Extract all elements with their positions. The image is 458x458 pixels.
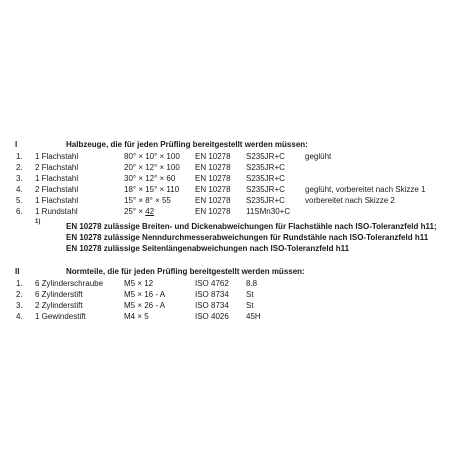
row-norm: EN 10278 <box>195 196 231 205</box>
row-number: 3. <box>16 301 23 310</box>
row-material: S235JR+C <box>246 196 285 205</box>
row-item: 2 Zylinderstift <box>35 301 83 310</box>
row-dimension: 20° × 12° × 100 <box>124 163 180 172</box>
row-number: 2. <box>16 290 23 299</box>
section-2-heading: Normteile, die für jeden Prüfling bereitgestellt werden müssen: <box>66 267 305 276</box>
row-item: 1 Rundstahl <box>35 207 78 216</box>
row-number: 3. <box>16 174 23 183</box>
row-note: geglüht <box>305 152 332 161</box>
row-norm: EN 10278 <box>195 207 231 216</box>
section-1-heading: Halbzeuge, die für jeden Prüfling bereitgestellt werden müssen: <box>66 140 308 149</box>
row-number: 4. <box>16 185 23 194</box>
row-norm: EN 10278 <box>195 174 231 183</box>
footnote-line: EN 10278 zulässige Breiten- und Dickenabweichungen für Flachstähle nach ISO-Toleranzfeld h11; <box>66 222 437 231</box>
row-material: S235JR+C <box>246 152 285 161</box>
row-dimension: M5 × 16 - A <box>124 290 166 299</box>
row-item: 2 Flachstahl <box>35 185 79 194</box>
row-material: 45H <box>246 312 261 321</box>
section-2-numeral: II <box>15 267 20 276</box>
row-dimension: 18° × 15° × 110 <box>124 185 180 194</box>
row-dimension <box>124 207 154 217</box>
footnote-line: EN 10278 zulässige Nenndurchmesserabweichungen für Rundstähle nach ISO-Toleranzfeld h11 <box>66 233 429 242</box>
row-dimension: M4 × 5 <box>124 312 149 321</box>
row-number: 1. <box>16 152 23 161</box>
row-norm: ISO 8734 <box>195 301 229 310</box>
row-dimension-prefix: 25° × <box>124 207 146 216</box>
row-number: 2. <box>16 163 23 172</box>
row-material: 11SMn30+C <box>246 207 291 216</box>
row-item: 1 Flachstahl <box>35 196 79 205</box>
row-item: 6 Zylinderschraube <box>35 279 104 288</box>
row-norm: ISO 4762 <box>195 279 229 288</box>
row-item: 1 Flachstahl <box>35 174 79 183</box>
footnote-line: EN 10278 zulässige Seitenlängenabweichungen nach ISO-Toleranzfeld h11 <box>66 244 350 253</box>
row-material: S235JR+C <box>246 185 285 194</box>
row-number: 6. <box>16 207 23 216</box>
row-dimension: 80° × 10° × 100 <box>124 152 180 161</box>
row-dimension-underlined: 42 <box>145 207 155 216</box>
row-dimension: M5 × 26 - A <box>124 301 166 310</box>
row-item: 2 Flachstahl <box>35 163 79 172</box>
row-dimension: 15° × 8° × 55 <box>124 196 171 205</box>
section-1-numeral: I <box>15 140 18 149</box>
row-material: 8.8 <box>246 279 258 288</box>
row-number: 1. <box>16 279 23 288</box>
row-norm: EN 10278 <box>195 163 231 172</box>
row-material: S235JR+C <box>246 163 285 172</box>
row-item: 1 Gewindestift <box>35 312 86 321</box>
row-material: St <box>246 290 254 299</box>
row-material: St <box>246 301 254 310</box>
row-norm: ISO 4026 <box>195 312 229 321</box>
row-item: 6 Zylinderstift <box>35 290 83 299</box>
row-dimension: 30° × 12° × 60 <box>124 174 176 183</box>
row-norm: ISO 8734 <box>195 290 229 299</box>
row-norm: EN 10278 <box>195 152 231 161</box>
row-item: 1 Flachstahl <box>35 152 79 161</box>
row-number: 4. <box>16 312 23 321</box>
row-note: vorbereitet nach Skizze 2 <box>305 196 395 205</box>
row-number: 5. <box>16 196 23 205</box>
row-norm: EN 10278 <box>195 185 231 194</box>
footnote-marker: 1) <box>35 219 41 225</box>
row-dimension: M5 × 12 <box>124 279 154 288</box>
row-note: geglüht, vorbereitet nach Skizze 1 <box>305 185 426 194</box>
row-material: S235JR+C <box>246 174 285 183</box>
